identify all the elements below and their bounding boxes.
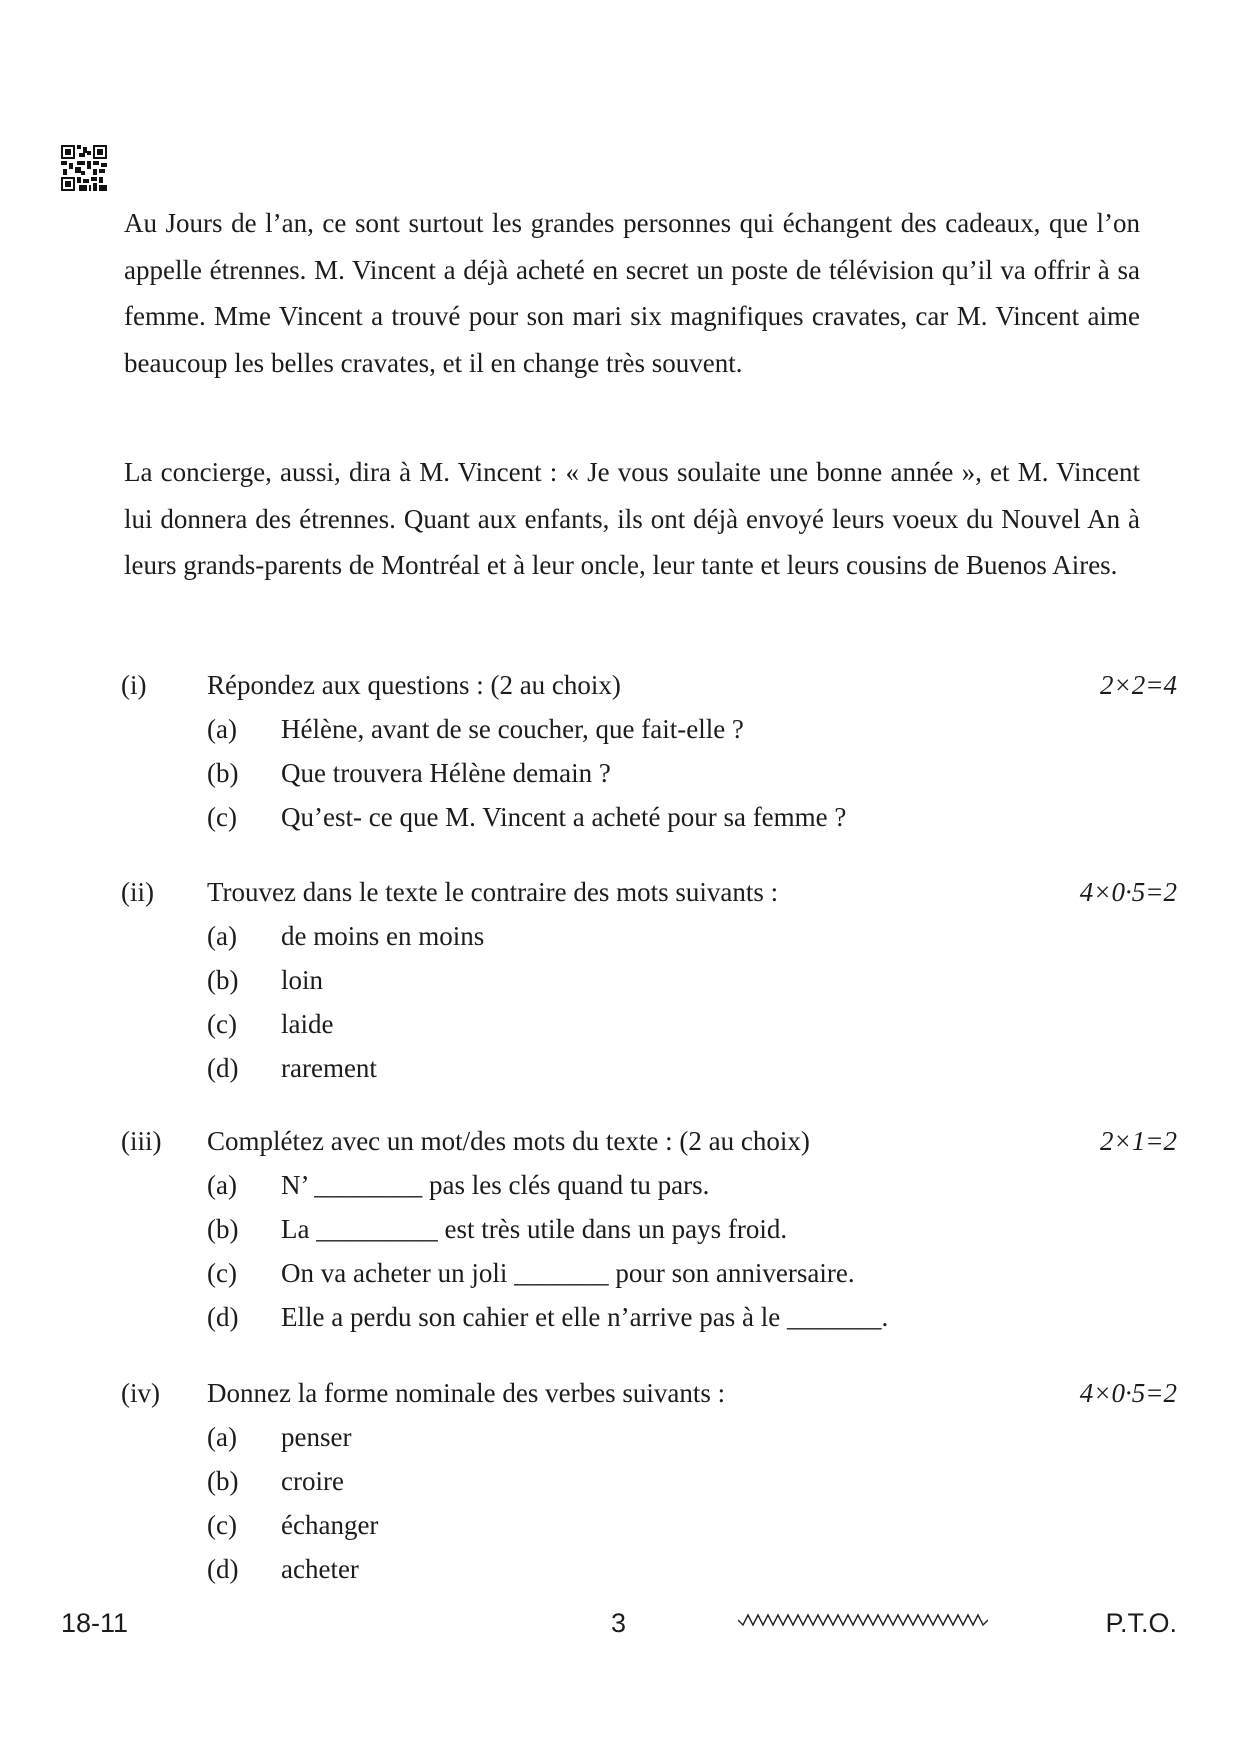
item-text: laide <box>281 1009 334 1039</box>
item-letter: (c) <box>207 1258 237 1288</box>
question-item <box>0 1004 1241 1044</box>
question-item <box>0 753 1241 793</box>
item-text: de moins en moins <box>281 921 485 951</box>
question-item <box>0 1209 1241 1249</box>
item-text: Qu’est- ce que M. Vincent a acheté pour sa femme ? <box>281 802 847 832</box>
question-item <box>0 1549 1241 1589</box>
question-item <box>0 1048 1241 1088</box>
question-header <box>0 872 1241 912</box>
question-item <box>0 797 1241 837</box>
question-item <box>0 916 1241 956</box>
item-letter: (a) <box>207 1422 237 1452</box>
question-marks: 4×0·5=2 <box>1079 877 1177 907</box>
question-item <box>0 1417 1241 1457</box>
item-text: loin <box>281 965 324 995</box>
item-letter: (a) <box>207 714 237 744</box>
question-number: (iv) <box>121 1378 160 1408</box>
passage-paragraph: Au Jours de l’an, ce sont surtout les grandes personnes qui échangent des cadeaux, que l’on appelle étrennes. M. Vincent a déjà acheté en secret un poste de télévision qu’il va offrir à sa femme. Mme Vincent a trouvé pour son mari six magnifiques cravates, car M. Vincent aime beaucoup les belles cravates, et il en change très souvent. <box>124 208 1140 378</box>
item-letter: (b) <box>207 965 239 995</box>
item-letter: (b) <box>207 758 239 788</box>
item-letter: (c) <box>207 1510 237 1540</box>
question-item <box>0 960 1241 1000</box>
item-letter: (a) <box>207 1170 237 1200</box>
item-letter: (d) <box>207 1302 239 1332</box>
question-text: Donnez la forme nominale des verbes suivants : <box>207 1378 726 1408</box>
question-text: Répondez aux questions : (2 au choix) <box>207 670 621 700</box>
please-turn-over: P.T.O. <box>1105 1608 1177 1638</box>
question-header <box>0 665 1241 705</box>
question-item <box>0 1165 1241 1205</box>
qr-code-icon <box>61 145 107 191</box>
wavy-line-decoration <box>738 1612 988 1628</box>
question-item <box>0 1505 1241 1545</box>
question-item <box>0 709 1241 749</box>
item-text: penser <box>281 1422 352 1452</box>
paper-code: 18-11 <box>61 1608 129 1638</box>
item-text: rarement <box>281 1053 377 1083</box>
item-letter: (b) <box>207 1214 239 1244</box>
item-text: On va acheter un joli _______ pour son anniversaire. <box>281 1258 855 1288</box>
item-letter: (c) <box>207 802 237 832</box>
question-marks: 2×2=4 <box>1100 670 1177 700</box>
item-text: Hélène, avant de se coucher, que fait-elle ? <box>281 714 744 744</box>
question-item <box>0 1253 1241 1293</box>
question-marks: 2×1=2 <box>1100 1126 1177 1156</box>
item-text: Que trouvera Hélène demain ? <box>281 758 611 788</box>
question-number: (ii) <box>121 877 154 907</box>
question-marks: 4×0·5=2 <box>1079 1378 1177 1408</box>
item-text: croire <box>281 1466 344 1496</box>
item-letter: (d) <box>207 1053 239 1083</box>
item-text: acheter <box>281 1554 359 1584</box>
item-letter: (b) <box>207 1466 239 1496</box>
question-item <box>0 1297 1241 1337</box>
question-header <box>0 1121 1241 1161</box>
question-text: Complétez avec un mot/des mots du texte : (2 au choix) <box>207 1126 810 1156</box>
page-number: 3 <box>611 1608 627 1638</box>
question-number: (iii) <box>121 1126 162 1156</box>
item-letter: (c) <box>207 1009 237 1039</box>
question-item <box>0 1461 1241 1501</box>
question-header <box>0 1373 1241 1413</box>
passage-paragraph: La concierge, aussi, dira à M. Vincent : « Je vous soulaite une bonne année », et M. Vincent lui donnera des étrennes. Quant aux enfants, ils ont déjà envoyé leurs voeux du Nouvel An à leurs grands-parents de Montréal et à leur oncle, leur tante et leurs cousins de Buenos Aires. <box>124 457 1140 580</box>
item-text: N’ ________ pas les clés quand tu pars. <box>281 1170 710 1200</box>
item-text: échanger <box>281 1510 379 1540</box>
question-text: Trouvez dans le texte le contraire des mots suivants : <box>207 877 779 907</box>
item-text: Elle a perdu son cahier et elle n’arrive pas à le _______. <box>281 1302 889 1332</box>
item-letter: (d) <box>207 1554 239 1584</box>
item-letter: (a) <box>207 921 237 951</box>
question-number: (i) <box>121 670 147 700</box>
item-text: La _________ est très utile dans un pays froid. <box>281 1214 788 1244</box>
